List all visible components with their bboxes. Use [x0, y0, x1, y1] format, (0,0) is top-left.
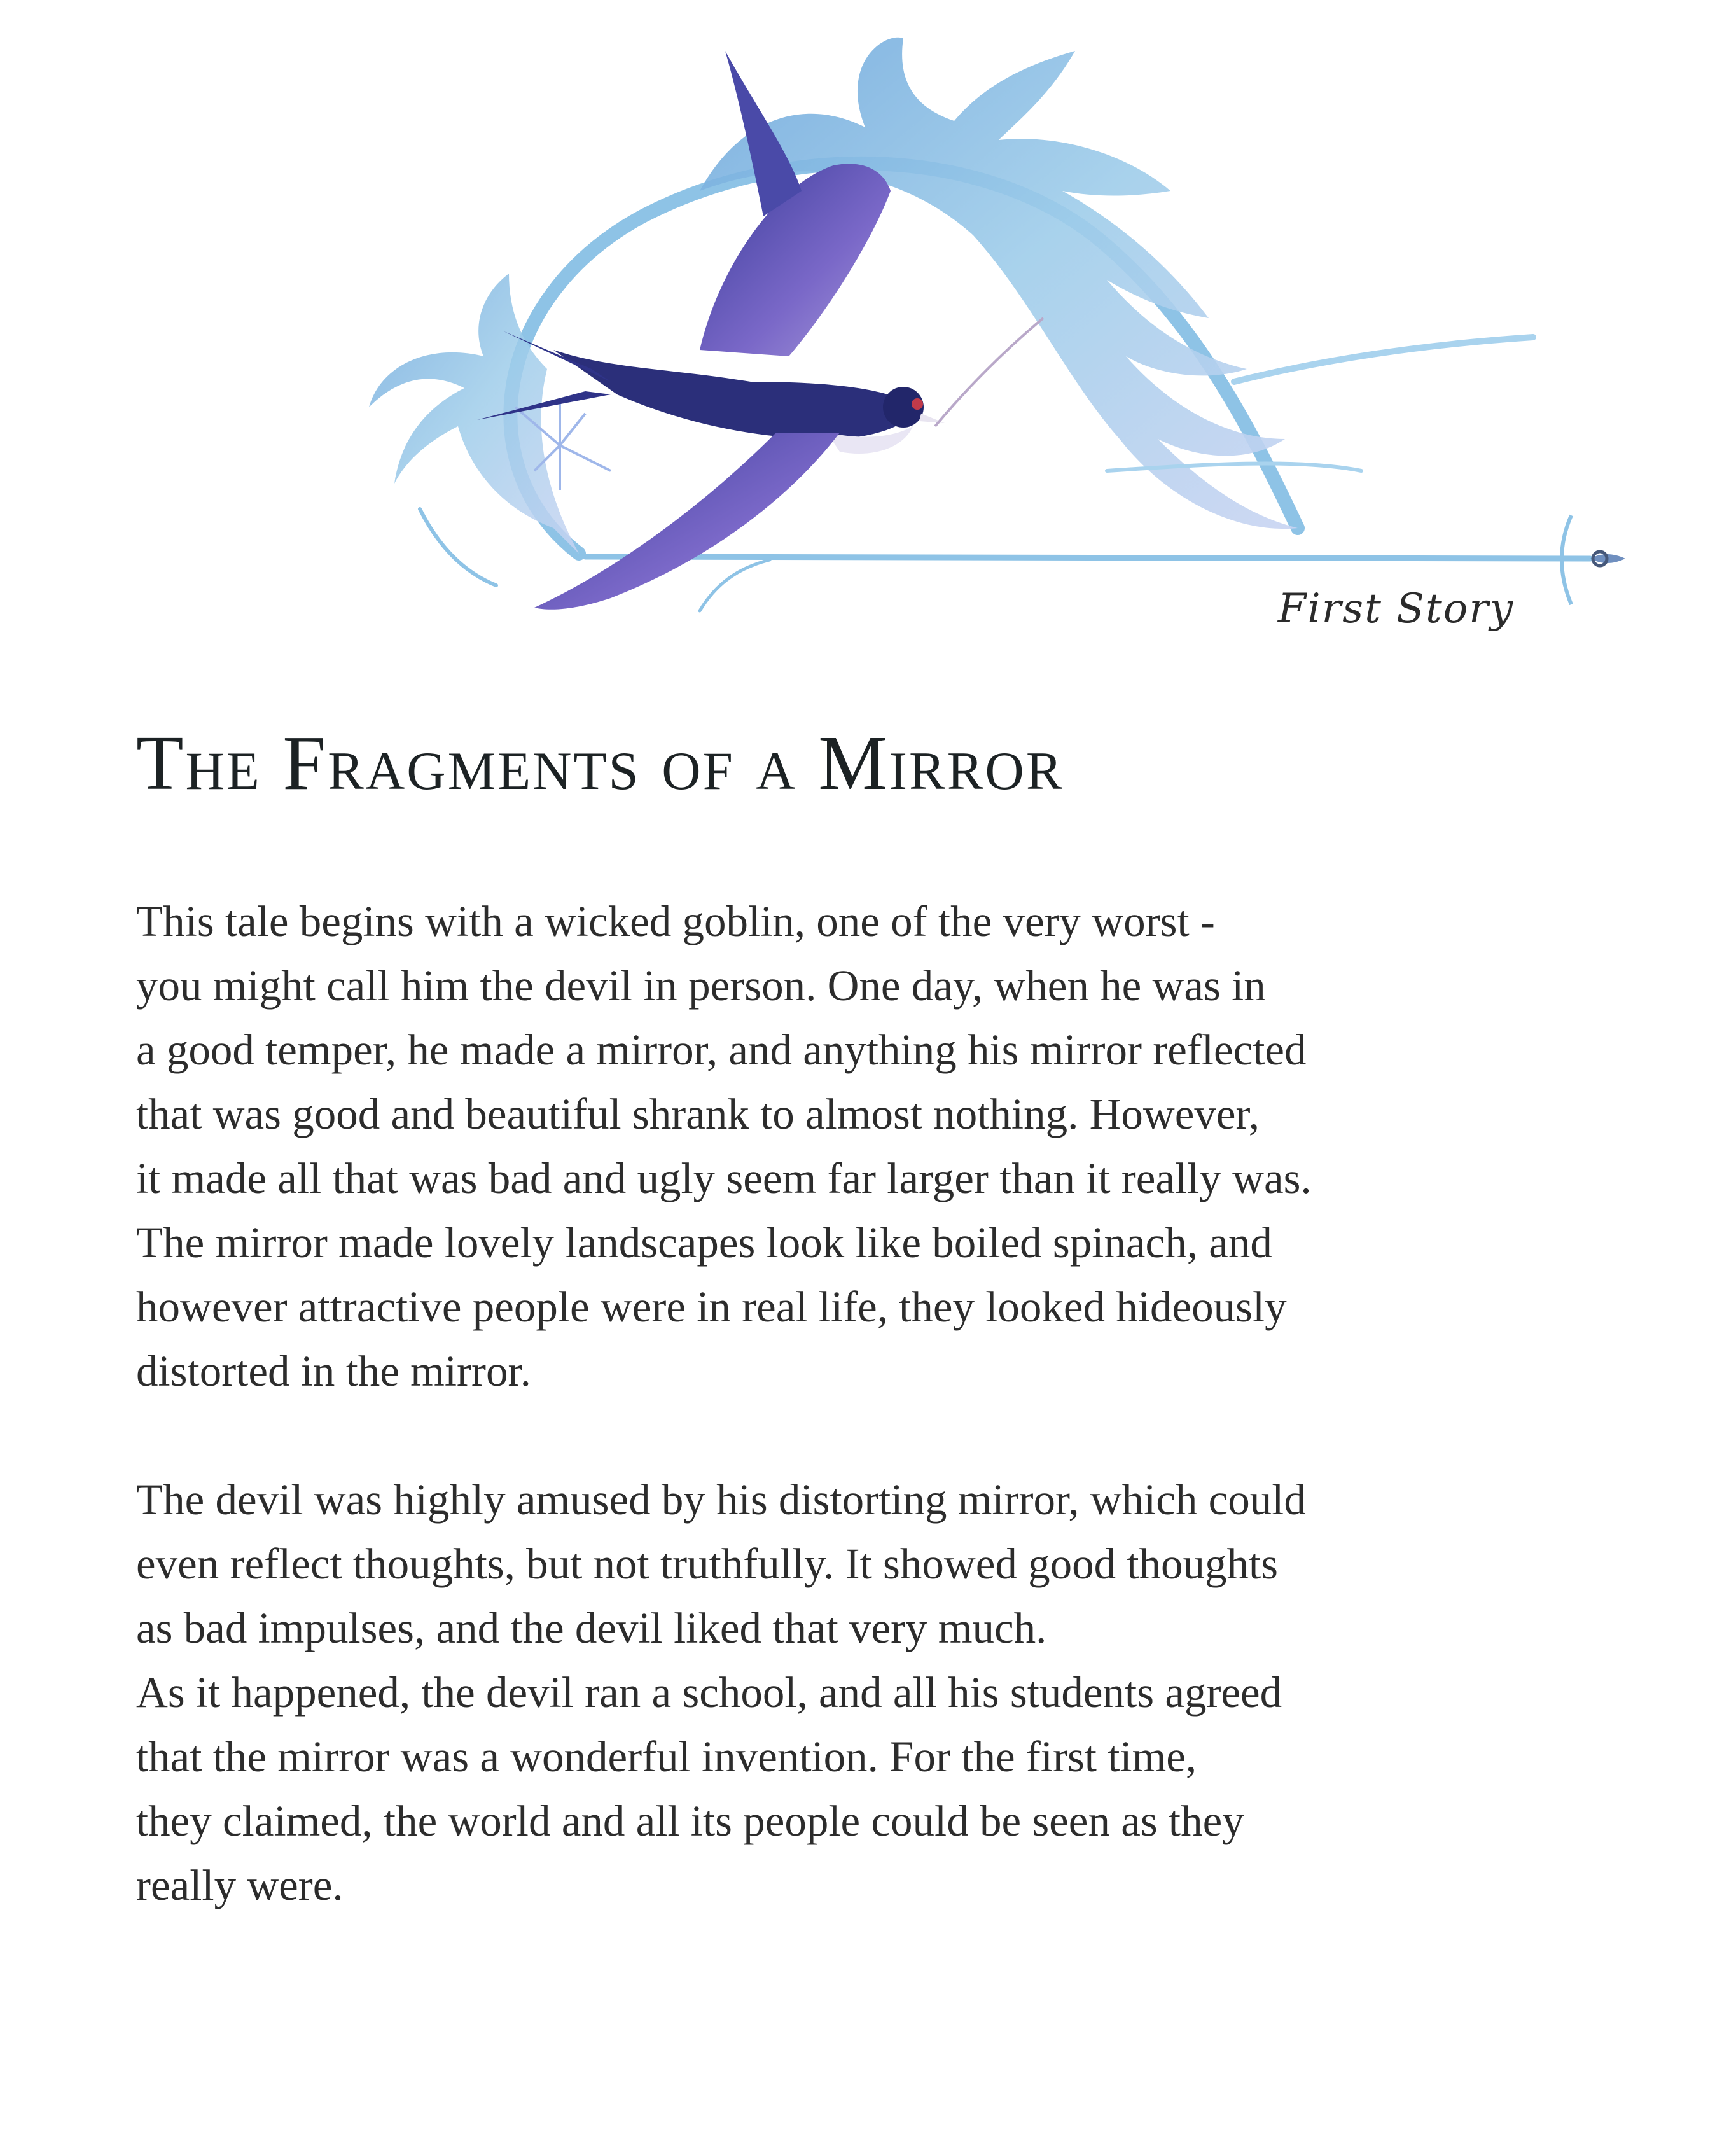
paragraph: [136, 889, 1599, 1404]
text-line: as bad impulses, and the devil liked that very much.: [136, 1604, 1047, 1652]
text-line: The devil was highly amused by his distorting mirror, which could: [136, 1475, 1306, 1524]
swallow-with-thistle-leaf-ornament-icon: [344, 25, 1692, 649]
text-line: The mirror made lovely landscapes look like boiled spinach, and: [136, 1218, 1272, 1267]
text-line: As it happened, the devil ran a school, and all his students agreed: [136, 1668, 1282, 1717]
thistle-leaf-left: [369, 274, 579, 554]
text-line: that the mirror was a wonderful invention. For the first time,: [136, 1732, 1197, 1781]
text-line: however attractive people were in real life, they looked hideously: [136, 1283, 1287, 1331]
text-line: they claimed, the world and all its people could be seen as they: [136, 1797, 1244, 1845]
chapter-title: The Fragments of a Mirror: [136, 720, 1064, 806]
paragraph-gap: [136, 1404, 1599, 1468]
story-body: [136, 889, 1599, 1918]
text-line: really were.: [136, 1861, 344, 1909]
text-line: even reflect thoughts, but not truthfully. It showed good thoughts: [136, 1540, 1279, 1588]
ornament-stem: [585, 557, 1590, 559]
text-line: that was good and beautiful shrank to almost nothing. However,: [136, 1090, 1260, 1138]
text-line: a good temper, he made a mirror, and anything his mirror reflected: [136, 1026, 1307, 1074]
story-label: First Story: [1277, 585, 1514, 632]
text-line: distorted in the mirror.: [136, 1347, 531, 1395]
text-line: This tale begins with a wicked goblin, one of the very worst -: [136, 897, 1215, 945]
text-line: you might call him the devil in person. One day, when he was in: [136, 961, 1266, 1010]
paragraph: [136, 1468, 1599, 1918]
text-line: it made all that was bad and ugly seem far larger than it really was.: [136, 1154, 1312, 1202]
